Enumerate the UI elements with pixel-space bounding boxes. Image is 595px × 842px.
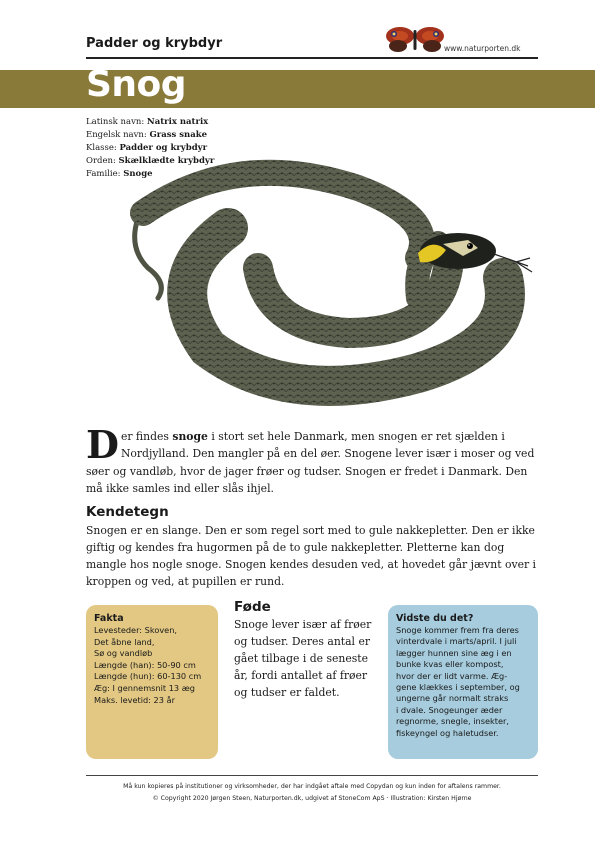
list-item: Maks. levetid: 23 år bbox=[94, 694, 175, 705]
text-line: hvor der er lidt varme. Æg- bbox=[396, 670, 508, 681]
text-line: lægger hunnen sine æg i en bbox=[396, 647, 512, 658]
text-line: fiskeyngel og haletudser. bbox=[396, 727, 499, 738]
kendetegn-text: Snogen er en slange. Den er som regel sort med to gule nakkepletter. Den er ikke giftig og kendes fra hugormen på de to gule nakkepletter. Pletterne kan dog mangle hos nogle snoge. Snogen kendes desuden ved, at hovedet går jævnt over i kroppen og ved, at pupillen er rund. bbox=[86, 524, 537, 588]
kendetegn-heading: Kendetegn bbox=[86, 504, 169, 520]
fakta-list bbox=[94, 625, 210, 706]
text-line: vinterdvale i marts/april. I juli bbox=[396, 636, 517, 647]
list-item: Levesteder: Skoven, bbox=[94, 625, 177, 635]
fode-text: Snoge lever især af frøer og tudser. Deres antal er gået tilbage i de seneste år, fordi antallet af frøer og tudser er faldet. bbox=[234, 618, 372, 699]
meta-latin-name: Latinsk navn: Natrix natrix bbox=[86, 117, 209, 127]
list-item: Det åbne land, bbox=[94, 636, 155, 647]
list-item: Æg: I gennemsnit 13 æg bbox=[94, 682, 195, 693]
text-line: ungerne går normalt straks bbox=[396, 693, 509, 704]
vidste-title: Vidste du det? bbox=[396, 613, 474, 624]
footer-divider bbox=[86, 775, 538, 776]
fakta-title: Fakta bbox=[94, 613, 124, 624]
meta-order: Orden: Skælklædte krybdyr bbox=[86, 156, 215, 166]
text-line: regnorme, snegle, insekter, bbox=[396, 716, 509, 727]
text-line: Snoge kommer frem fra deres bbox=[396, 625, 519, 635]
fakta-box bbox=[86, 605, 218, 759]
vidste-du-det-box bbox=[388, 605, 538, 759]
fode-heading: Føde bbox=[234, 599, 271, 615]
intro-paragraph: Der findes snoge i stort set hele Danmark, men snogen er ret sjælden i Nordjylland. Den mangler på en del øer. Snogene lever især i moser og ved søer og vandløb, hvor de jager frøer og tudser. Snogen er fredet i Danmark. Den må ikke samles ind eller slås ihjel. bbox=[86, 422, 535, 496]
vidste-text bbox=[396, 625, 530, 739]
drop-cap: D bbox=[86, 422, 119, 467]
meta-english-name: Engelsk navn: Grass snake bbox=[86, 130, 208, 140]
header-url[interactable]: www.naturporten.dk bbox=[444, 44, 521, 53]
header-category: Padder og krybdyr bbox=[86, 36, 223, 51]
page-title: Snog bbox=[86, 64, 187, 105]
text-line: gene klækkes i september, og bbox=[396, 682, 520, 693]
list-item: Sø og vandløb bbox=[94, 648, 153, 659]
text-line: i dvale. Snogeunger æder bbox=[396, 704, 503, 715]
text-line: bunke kvas eller kompost, bbox=[396, 659, 504, 670]
header-divider bbox=[86, 57, 538, 59]
butterfly-icon bbox=[384, 24, 446, 54]
footer-license: Må kun kopieres på institutioner og virksomheder, der har indgået aftale med Copydan og kun inden for aftalens rammer. bbox=[123, 783, 501, 790]
meta-class: Klasse: Padder og krybdyr bbox=[86, 143, 208, 153]
list-item: Længde (hun): 60-130 cm bbox=[94, 671, 202, 682]
list-item: Længde (han): 50-90 cm bbox=[94, 659, 196, 670]
snake-illustration bbox=[118, 158, 550, 408]
footer-copyright: © Copyright 2020 Jørgen Steen, Naturporten.dk, udgivet af StoneCom ApS · Illustration: Kirsten Hjørne bbox=[152, 795, 472, 802]
meta-family: Familie: Snoge bbox=[86, 169, 153, 179]
